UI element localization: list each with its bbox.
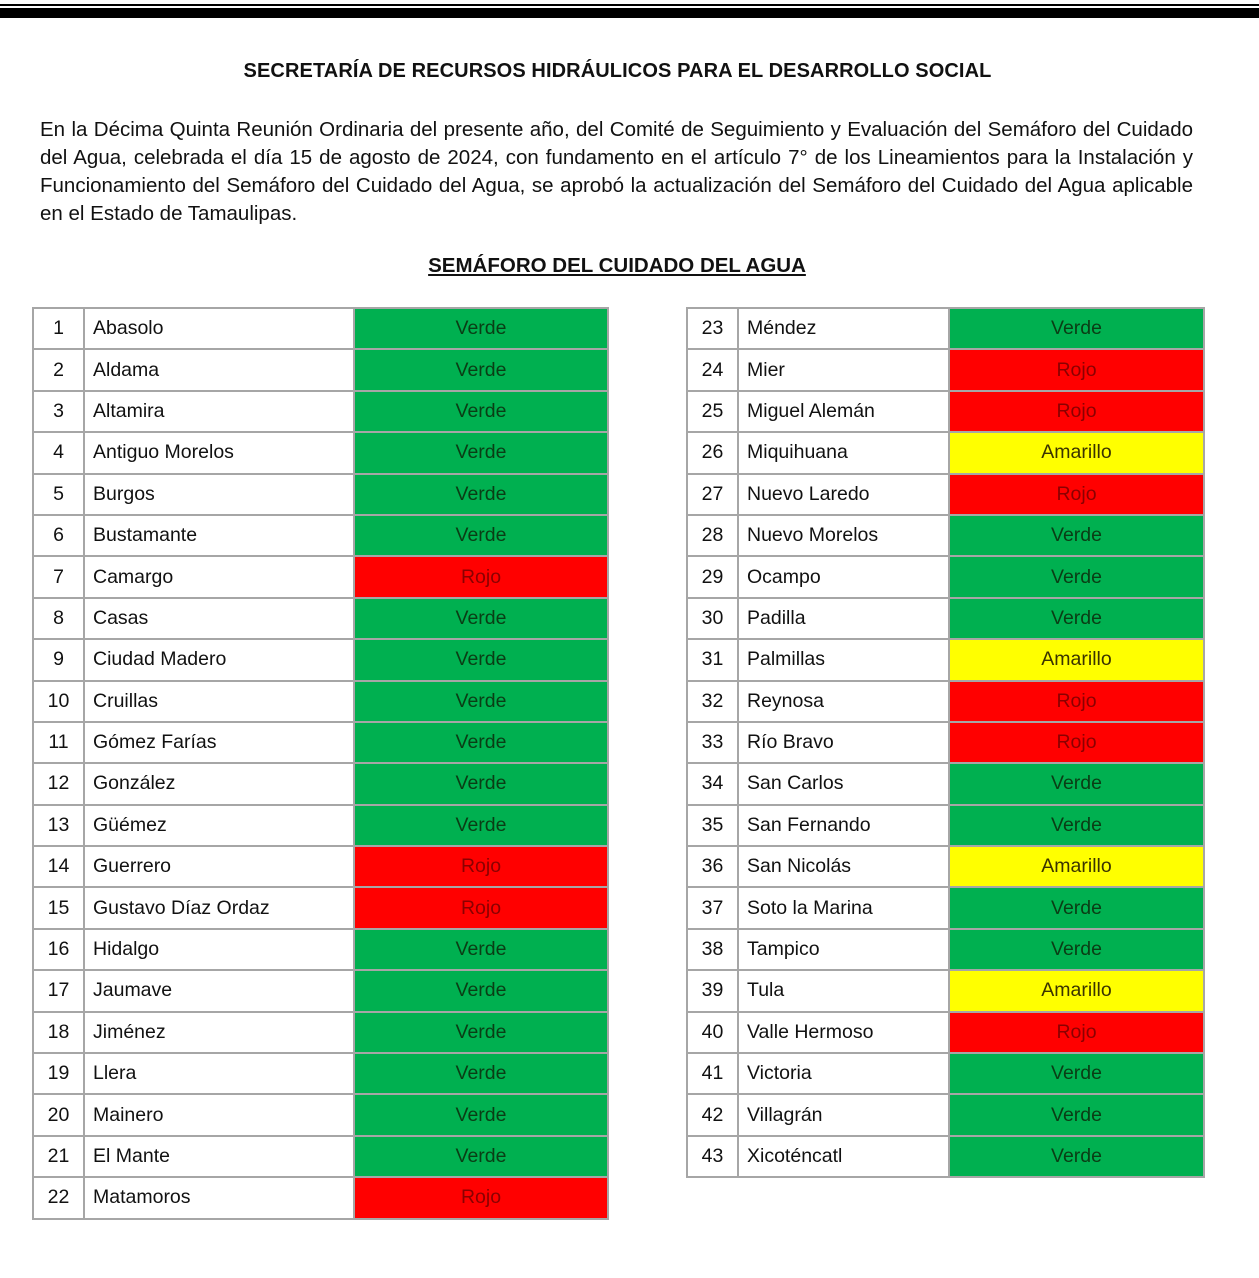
table-row	[33, 432, 608, 473]
status-cell: Amarillo	[949, 432, 1204, 473]
municipality-name: Llera	[84, 1053, 354, 1094]
status-cell: Rojo	[949, 1012, 1204, 1053]
status-cell: Verde	[354, 432, 608, 473]
municipality-name: Xicoténcatl	[738, 1136, 949, 1177]
municipality-name: Camargo	[84, 556, 354, 597]
row-number: 6	[33, 515, 84, 556]
municipality-name: El Mante	[84, 1136, 354, 1177]
status-cell: Verde	[949, 598, 1204, 639]
status-cell: Verde	[354, 308, 608, 349]
municipality-name: San Fernando	[738, 805, 949, 846]
table-row	[687, 722, 1204, 763]
status-cell: Verde	[354, 474, 608, 515]
status-cell: Rojo	[949, 349, 1204, 390]
municipality-name: Río Bravo	[738, 722, 949, 763]
row-number: 35	[687, 805, 738, 846]
row-number: 37	[687, 887, 738, 928]
status-cell: Verde	[354, 1136, 608, 1177]
municipality-name: Villagrán	[738, 1094, 949, 1135]
municipality-name: Padilla	[738, 598, 949, 639]
row-number: 33	[687, 722, 738, 763]
status-cell: Verde	[949, 887, 1204, 928]
status-cell: Verde	[949, 763, 1204, 804]
row-number: 38	[687, 929, 738, 970]
status-cell: Rojo	[354, 1177, 608, 1218]
table-row	[33, 722, 608, 763]
municipality-name: Güémez	[84, 805, 354, 846]
table-row	[687, 681, 1204, 722]
municipality-name: Victoria	[738, 1053, 949, 1094]
table-row	[33, 887, 608, 928]
row-number: 40	[687, 1012, 738, 1053]
municipality-name: San Nicolás	[738, 846, 949, 887]
municipality-name: Palmillas	[738, 639, 949, 680]
table-row	[33, 474, 608, 515]
status-cell: Verde	[949, 1136, 1204, 1177]
status-cell: Rojo	[949, 391, 1204, 432]
municipality-name: Gómez Farías	[84, 722, 354, 763]
status-cell: Rojo	[354, 556, 608, 597]
header-rule-thick	[0, 8, 1259, 18]
status-cell: Amarillo	[949, 846, 1204, 887]
status-cell: Rojo	[354, 846, 608, 887]
municipality-name: Bustamante	[84, 515, 354, 556]
status-cell: Rojo	[354, 887, 608, 928]
status-cell: Verde	[949, 805, 1204, 846]
table-row	[687, 349, 1204, 390]
row-number: 5	[33, 474, 84, 515]
municipality-name: Matamoros	[84, 1177, 354, 1218]
row-number: 16	[33, 929, 84, 970]
table-row	[33, 639, 608, 680]
table-row	[33, 970, 608, 1011]
municipality-name: González	[84, 763, 354, 804]
status-cell: Amarillo	[949, 970, 1204, 1011]
row-number: 43	[687, 1136, 738, 1177]
table-row	[687, 515, 1204, 556]
municipality-name: San Carlos	[738, 763, 949, 804]
row-number: 7	[33, 556, 84, 597]
municipality-name: Gustavo Díaz Ordaz	[84, 887, 354, 928]
table-row	[33, 1177, 608, 1218]
row-number: 18	[33, 1012, 84, 1053]
municipality-name: Ocampo	[738, 556, 949, 597]
status-cell: Verde	[354, 349, 608, 390]
status-cell: Verde	[354, 1094, 608, 1135]
municipality-name: Méndez	[738, 308, 949, 349]
table-row	[687, 308, 1204, 349]
municipality-name: Miquihuana	[738, 432, 949, 473]
municipality-name: Nuevo Morelos	[738, 515, 949, 556]
row-number: 24	[687, 349, 738, 390]
status-cell: Verde	[949, 308, 1204, 349]
table-row	[687, 846, 1204, 887]
status-cell: Rojo	[949, 722, 1204, 763]
row-number: 13	[33, 805, 84, 846]
table-row	[687, 556, 1204, 597]
table-row	[33, 515, 608, 556]
status-cell: Verde	[354, 598, 608, 639]
municipality-name: Burgos	[84, 474, 354, 515]
table-row	[687, 474, 1204, 515]
row-number: 30	[687, 598, 738, 639]
status-cell: Verde	[949, 556, 1204, 597]
row-number: 28	[687, 515, 738, 556]
status-cell: Verde	[354, 639, 608, 680]
row-number: 3	[33, 391, 84, 432]
municipality-name: Cruillas	[84, 681, 354, 722]
status-cell: Verde	[354, 1012, 608, 1053]
header-rule-thin	[0, 4, 1259, 6]
row-number: 27	[687, 474, 738, 515]
municipality-name: Nuevo Laredo	[738, 474, 949, 515]
municipality-name: Miguel Alemán	[738, 391, 949, 432]
status-cell: Verde	[354, 1053, 608, 1094]
status-cell: Rojo	[949, 474, 1204, 515]
row-number: 17	[33, 970, 84, 1011]
municipality-name: Mier	[738, 349, 949, 390]
table-row	[687, 763, 1204, 804]
municipality-name: Casas	[84, 598, 354, 639]
table-row	[33, 391, 608, 432]
row-number: 11	[33, 722, 84, 763]
status-cell: Verde	[354, 763, 608, 804]
table-row	[687, 639, 1204, 680]
row-number: 1	[33, 308, 84, 349]
table-title: SEMÁFORO DEL CUIDADO DEL AGUA	[428, 254, 806, 277]
municipality-table-right	[686, 307, 1205, 1178]
table-row	[33, 1094, 608, 1135]
table-row	[33, 846, 608, 887]
status-cell: Verde	[949, 929, 1204, 970]
municipality-name: Tampico	[738, 929, 949, 970]
municipality-name: Altamira	[84, 391, 354, 432]
row-number: 41	[687, 1053, 738, 1094]
row-number: 23	[687, 308, 738, 349]
table-row	[687, 391, 1204, 432]
row-number: 2	[33, 349, 84, 390]
row-number: 25	[687, 391, 738, 432]
status-cell: Verde	[354, 391, 608, 432]
row-number: 14	[33, 846, 84, 887]
status-cell: Amarillo	[949, 639, 1204, 680]
status-cell: Verde	[354, 970, 608, 1011]
table-row	[33, 1136, 608, 1177]
row-number: 12	[33, 763, 84, 804]
row-number: 22	[33, 1177, 84, 1218]
municipality-name: Antiguo Morelos	[84, 432, 354, 473]
municipality-name: Jiménez	[84, 1012, 354, 1053]
table-row	[33, 556, 608, 597]
municipality-name: Aldama	[84, 349, 354, 390]
status-cell: Verde	[354, 681, 608, 722]
table-row	[687, 1094, 1204, 1135]
municipality-table-left	[32, 307, 609, 1220]
status-cell: Verde	[354, 722, 608, 763]
table-row	[33, 1012, 608, 1053]
table-row	[33, 681, 608, 722]
municipality-name: Abasolo	[84, 308, 354, 349]
row-number: 32	[687, 681, 738, 722]
status-cell: Verde	[949, 515, 1204, 556]
row-number: 10	[33, 681, 84, 722]
status-cell: Verde	[949, 1053, 1204, 1094]
status-cell: Verde	[354, 805, 608, 846]
organization-title: SECRETARÍA DE RECURSOS HIDRÁULICOS PARA EL DESARROLLO SOCIAL	[243, 60, 992, 82]
row-number: 26	[687, 432, 738, 473]
row-number: 29	[687, 556, 738, 597]
row-number: 20	[33, 1094, 84, 1135]
row-number: 8	[33, 598, 84, 639]
table-row	[33, 805, 608, 846]
row-number: 4	[33, 432, 84, 473]
table-row	[687, 1136, 1204, 1177]
municipality-name: Reynosa	[738, 681, 949, 722]
row-number: 19	[33, 1053, 84, 1094]
municipality-name: Mainero	[84, 1094, 354, 1135]
row-number: 39	[687, 970, 738, 1011]
status-cell: Rojo	[949, 681, 1204, 722]
table-row	[687, 970, 1204, 1011]
table-row	[33, 1053, 608, 1094]
municipality-name: Soto la Marina	[738, 887, 949, 928]
table-row	[33, 929, 608, 970]
table-row	[687, 929, 1204, 970]
municipality-name: Valle Hermoso	[738, 1012, 949, 1053]
row-number: 36	[687, 846, 738, 887]
table-row	[33, 349, 608, 390]
status-cell: Verde	[354, 515, 608, 556]
table-row	[687, 598, 1204, 639]
status-cell: Verde	[354, 929, 608, 970]
municipality-name: Ciudad Madero	[84, 639, 354, 680]
table-row	[33, 308, 608, 349]
table-row	[33, 598, 608, 639]
table-row	[687, 432, 1204, 473]
table-row	[687, 1012, 1204, 1053]
municipality-name: Tula	[738, 970, 949, 1011]
municipality-name: Hidalgo	[84, 929, 354, 970]
intro-paragraph: En la Décima Quinta Reunión Ordinaria del presente año, del Comité de Seguimiento y Evaluación del Semáforo del Cuidado del Agua, celebrada el día 15 de agosto de 2024, con fundamento en el artículo 7° de los Lineamientos para la Instalación y Funcionamiento del Semáforo del Cuidado del Agua, se aprobó la actualización del Semáforo del Cuidado del Agua aplicable en el Estado de Tamaulipas.	[40, 118, 1193, 225]
municipality-name: Guerrero	[84, 846, 354, 887]
table-row	[687, 1053, 1204, 1094]
row-number: 34	[687, 763, 738, 804]
row-number: 31	[687, 639, 738, 680]
row-number: 9	[33, 639, 84, 680]
row-number: 15	[33, 887, 84, 928]
row-number: 42	[687, 1094, 738, 1135]
table-row	[687, 805, 1204, 846]
table-row	[687, 887, 1204, 928]
row-number: 21	[33, 1136, 84, 1177]
municipality-name: Jaumave	[84, 970, 354, 1011]
status-cell: Verde	[949, 1094, 1204, 1135]
table-row	[33, 763, 608, 804]
